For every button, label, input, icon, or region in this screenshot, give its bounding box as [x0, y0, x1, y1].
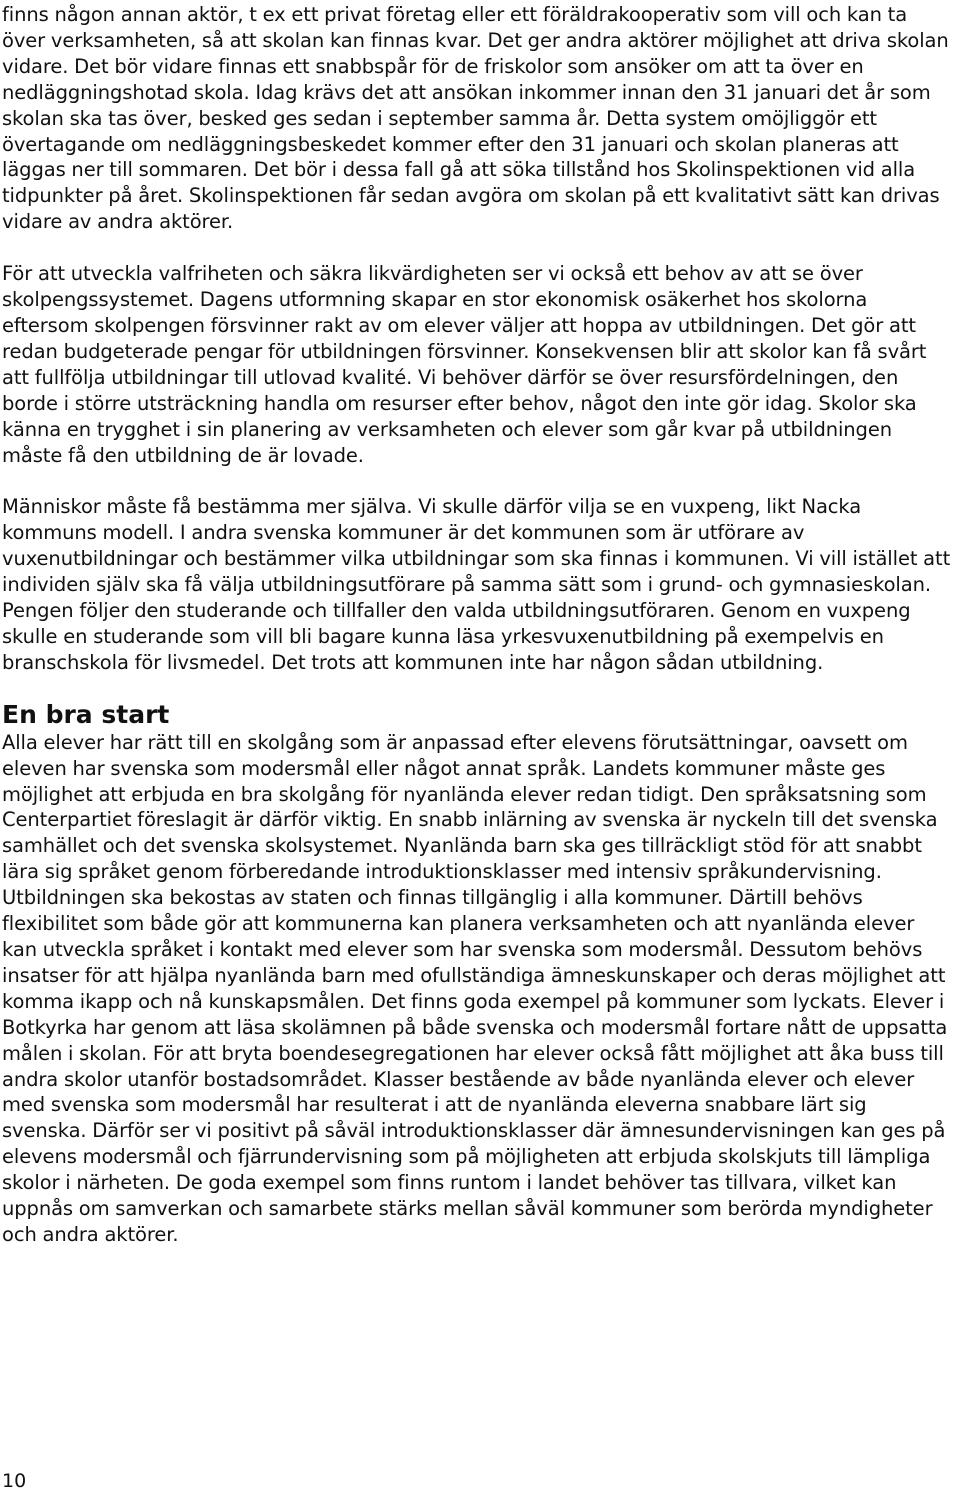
paragraph-school-takeover: finns någon annan aktör, t ex ett privat företag eller ett föräldrakooperativ som vill och kan ta över verksamheten, så att skolan kan finnas kvar. Det ger andra aktörer möjlighet att driva skolan vidare. Det bör vidare finnas ett snabbspår för de friskolor som ansöker om att ta över en nedläggningshotad skola. Idag krävs det att ansökan inkommer innan den 31 januari det år som skolan ska tas över, besked ges sedan i september samma år. Detta system omöjliggör ett övertagande om nedläggningsbeskedet kommer efter den 31 januari och skolan planeras att läggas ner till sommaren. Det bör i dessa fall gå att söka tillstånd hos Skolinspektionen vid alla tidpunkter på året. Skolinspektionen får sedan avgöra om skolan på ett kvalitativt sätt kan drivas vidare av andra aktörer. [2, 3, 949, 234]
paragraph-newly-arrived-students: Alla elever har rätt till en skolgång som är anpassad efter elevens förutsättningar, oavsett om eleven har svenska som modersmål eller något annat språk. Landets kommuner måste ges möjlighet att erbjuda en bra skolgång för nyanlända elever redan tidigt. Den språksatsning som Centerpartiet föreslagit är därför viktig. En snabb inlärning av svenska är nyckeln till det svenska samhället och det svenska skolsystemet. Nyanlända barn ska ges tillräckligt stöd för att snabbt lära sig språket genom förberedande introduktionsklasser med intensiv språkundervisning. Utbildningen ska bekostas av staten och finnas tillgänglig i alla kommuner. Därtill behövs flexibilitet som både gör att kommunerna kan planera verksamheten och att nyanlända elever kan utveckla språket i kontakt med elever som har svenska som modersmål. Dessutom behövs insatser för att hjälpa nyanlända barn med ofullständiga ämneskunskaper och deras möjlighet att komma ikapp och nå kunskapsmålen. Det finns goda exempel på kommuner som lyckats. Elever i Botkyrka har genom att läsa skolämnen på både svenska och modersmål fortare nått de uppsatta målen i skolan. För att bryta boendesegregationen har elever också fått möjlighet att åka buss till andra skolor utanför bostadsområdet. Klasser bestående av både nyanlända elever och elever med svenska som modersmål har resulterat i att de nyanlända eleverna snabbare lärt sig svenska. Därför ser vi positivt på såväl introduktionsklasser där ämnesundervisningen kan ges på elevens modersmål och fjärrundervisning som på möjligheten att erbjuda skolskjuts till lämpliga skolor i närheten. De goda exempel som finns runtom i landet behöver tas tillvara, vilket kan uppnås om samverkan och samarbete stärks mellan såväl kommuner som berörda myndigheter och andra aktörer. [2, 730, 948, 1246]
paragraph-school-voucher-system: För att utveckla valfriheten och säkra likvärdigheten ser vi också ett behov av att se över skolpengssystemet. Dagens utformning skapar en stor ekonomisk osäkerhet hos skolorna eftersom skolpengen försvinner rakt av om elever väljer att hoppa av utbildningen. Det gör att redan budgeterade pengar för utbildningen försvinner. Konsekvensen blir att skolor kan få svårt att fullfölja utbildningar till utlovad kvalité. Vi behöver därför se över resursfördelningen, den borde i större utsträckning handla om resurser efter behov, något den inte gör idag. Skolor ska känna en trygghet i sin planering av verksamheten och elever som går kvar på utbildningen måste få den utbildning de är lovade. [2, 262, 927, 467]
section-heading: En bra start [2, 699, 170, 729]
page-number: 10 [2, 1470, 27, 1492]
paragraph-adult-education-voucher: Människor måste få bestämma mer själva. Vi skulle därför vilja se en vuxpeng, likt Nacka kommuns modell. I andra svenska kommuner är det kommunen som är utförare av vuxenutbildningar och bestämmer vilka utbildningar som ska finnas i kommunen. Vi vill istället att individen själv ska få välja utbildningsutförare på samma sätt som i grund- och gymnasieskolan. Pengen följer den studerande och tillfaller den valda utbildningsutföraren. Genom en vuxpeng skulle en studerande som vill bli bagare kunna läsa yrkesvuxenutbildning på exempelvis en branschskola för livsmedel. Det trots att kommunen inte har någon sådan utbildning. [2, 495, 951, 674]
